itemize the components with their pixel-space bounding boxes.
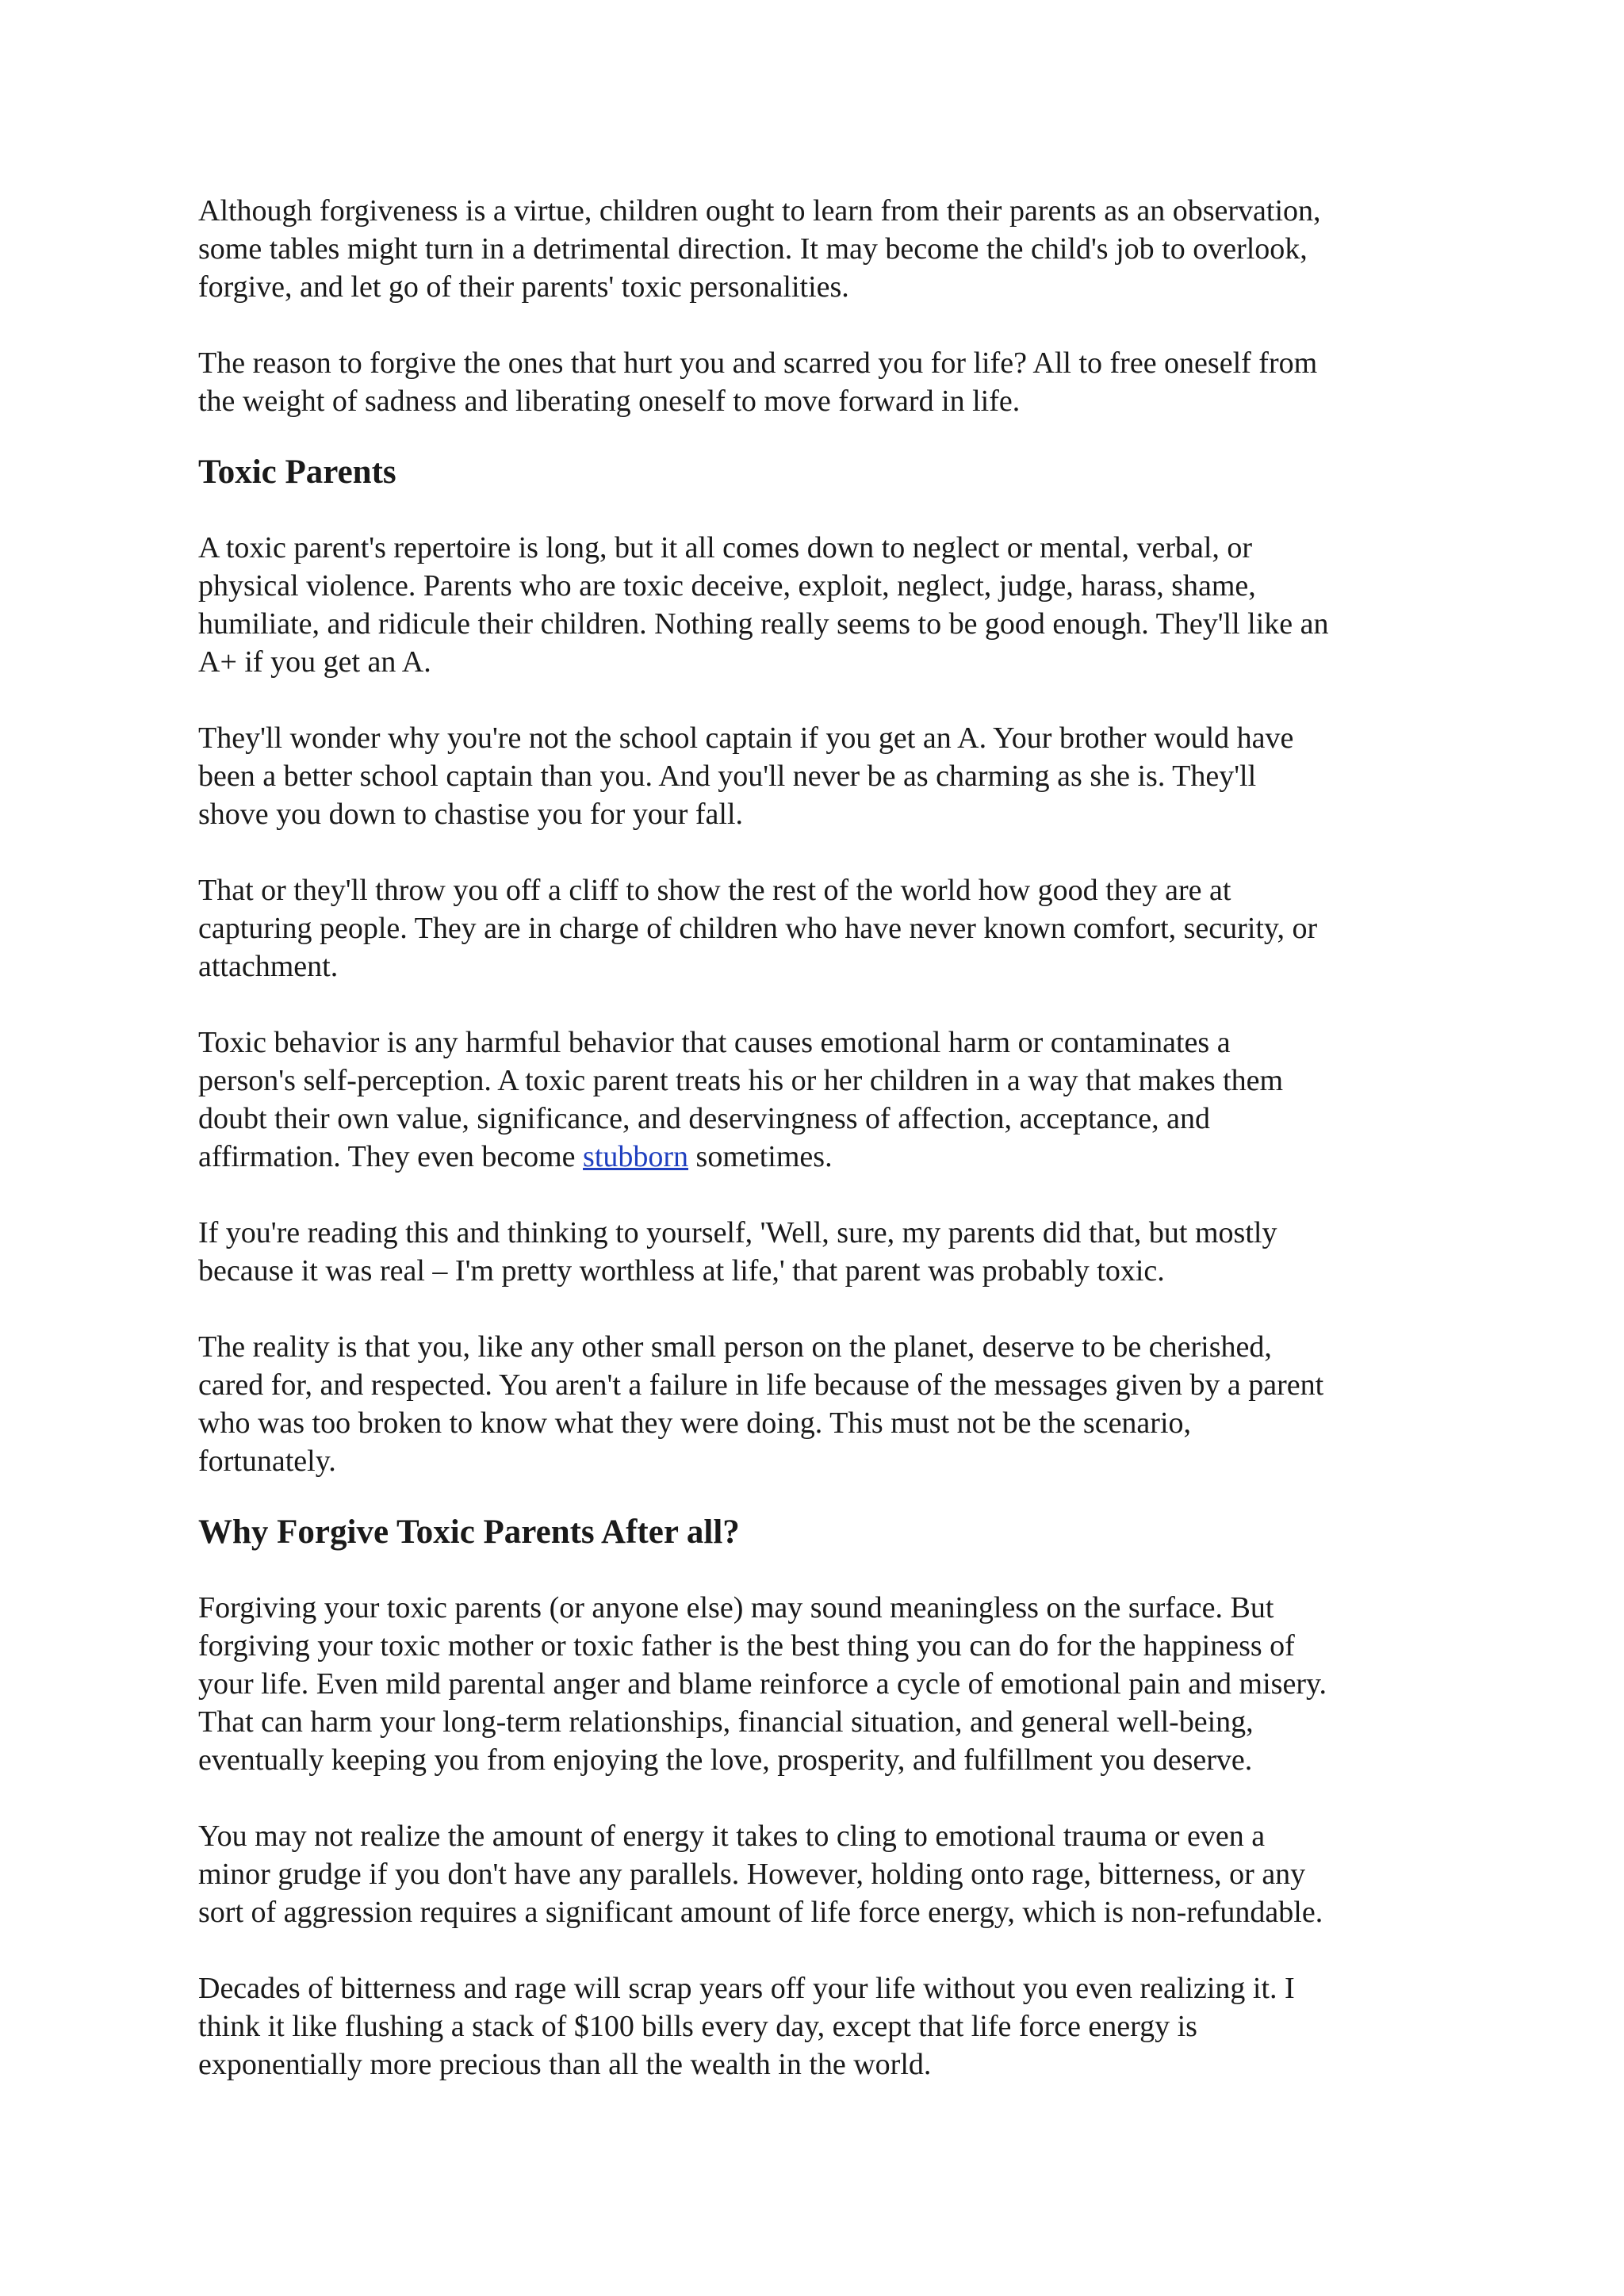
section1-paragraph-4 xyxy=(198,1024,1451,1176)
text-line: been a better school captain than you. And you'll never be as charming as she is. They'll xyxy=(198,760,1257,793)
text-line: If you're reading this and thinking to yourself, 'Well, sure, my parents did that, but mostly xyxy=(198,1216,1277,1249)
text-line: You may not realize the amount of energy it takes to cling to emotional trauma or even a xyxy=(198,1820,1266,1853)
text-line: minor grudge if you don't have any parallels. However, holding onto rage, bitterness, or any xyxy=(198,1858,1306,1891)
section1-paragraph-2 xyxy=(198,719,1451,833)
text-line: Forgiving your toxic parents (or anyone else) may sound meaningless on the surface. But xyxy=(198,1591,1274,1624)
text-line: That can harm your long-term relationships, financial situation, and general well-being, xyxy=(198,1705,1254,1739)
text-line: Although forgiveness is a virtue, children ought to learn from their parents as an observation, xyxy=(198,194,1321,228)
text-line: Toxic behavior is any harmful behavior that causes emotional harm or contaminates a xyxy=(198,1026,1231,1059)
section-heading-why-forgive: Why Forgive Toxic Parents After all? xyxy=(198,1513,740,1551)
text-line: person's self-perception. A toxic parent treats his or her children in a way that makes them xyxy=(198,1064,1284,1097)
text-line: some tables might turn in a detrimental direction. It may become the child's job to overlook, xyxy=(198,232,1308,266)
text-line: The reason to forgive the ones that hurt you and scarred you for life? All to free oneself from xyxy=(198,346,1318,380)
section2-paragraph-2 xyxy=(198,1817,1451,1931)
section1-paragraph-3 xyxy=(198,871,1451,985)
text-fragment: affirmation. They even become xyxy=(198,1140,584,1173)
text-line: sort of aggression requires a significant amount of life force energy, which is non-refundable. xyxy=(198,1896,1323,1929)
text-fragment: sometimes. xyxy=(688,1140,833,1173)
section1-paragraph-5 xyxy=(198,1214,1451,1290)
section-heading-toxic-parents: Toxic Parents xyxy=(198,453,396,491)
text-line: eventually keeping you from enjoying the love, prosperity, and fulfillment you deserve. xyxy=(198,1743,1253,1777)
text-line: shove you down to chastise you for your fall. xyxy=(198,798,744,831)
text-line: exponentially more precious than all the wealth in the world. xyxy=(198,2048,932,2081)
text-line: fortunately. xyxy=(198,1445,336,1478)
document-page xyxy=(198,192,1451,2084)
stubborn-link[interactable]: stubborn xyxy=(583,1140,689,1173)
text-line: They'll wonder why you're not the school captain if you get an A. Your brother would have xyxy=(198,721,1294,755)
text-line: forgiving your toxic mother or toxic father is the best thing you can do for the happiness of xyxy=(198,1629,1295,1663)
text-line: cared for, and respected. You aren't a failure in life because of the messages given by a parent xyxy=(198,1368,1324,1402)
text-line: The reality is that you, like any other small person on the planet, deserve to be cherished, xyxy=(198,1330,1272,1364)
text-line: humiliate, and ridicule their children. Nothing really seems to be good enough. They'll like an xyxy=(198,607,1329,641)
section2-paragraph-3 xyxy=(198,1969,1451,2084)
intro-paragraph-1 xyxy=(198,192,1451,306)
text-line: physical violence. Parents who are toxic deceive, exploit, neglect, judge, harass, shame, xyxy=(198,569,1256,603)
text-line: capturing people. They are in charge of children who have never known comfort, security, or xyxy=(198,912,1318,945)
text-line: the weight of sadness and liberating oneself to move forward in life. xyxy=(198,385,1021,418)
text-line: That or they'll throw you off a cliff to show the rest of the world how good they are at xyxy=(198,874,1231,907)
text-line: your life. Even mild parental anger and blame reinforce a cycle of emotional pain and misery. xyxy=(198,1667,1327,1701)
text-line: think it like flushing a stack of $100 bills every day, except that life force energy is xyxy=(198,2010,1197,2043)
text-line: forgive, and let go of their parents' toxic personalities. xyxy=(198,270,849,304)
section1-paragraph-6 xyxy=(198,1328,1451,1480)
text-line: Decades of bitterness and rage will scrap years off your life without you even realizing it. I xyxy=(198,1972,1295,2005)
text-line: who was too broken to know what they were doing. This must not be the scenario, xyxy=(198,1406,1192,1440)
text-line: because it was real – I'm pretty worthless at life,' that parent was probably toxic. xyxy=(198,1254,1165,1288)
text-line xyxy=(198,1138,1451,1176)
section1-paragraph-1 xyxy=(198,529,1451,681)
text-line: A+ if you get an A. xyxy=(198,645,431,679)
text-line: A toxic parent's repertoire is long, but it all comes down to neglect or mental, verbal, or xyxy=(198,531,1253,564)
text-line: doubt their own value, significance, and deservingness of affection, acceptance, and xyxy=(198,1102,1211,1135)
section2-paragraph-1 xyxy=(198,1589,1451,1779)
text-line: attachment. xyxy=(198,950,339,983)
intro-paragraph-2 xyxy=(198,344,1451,420)
